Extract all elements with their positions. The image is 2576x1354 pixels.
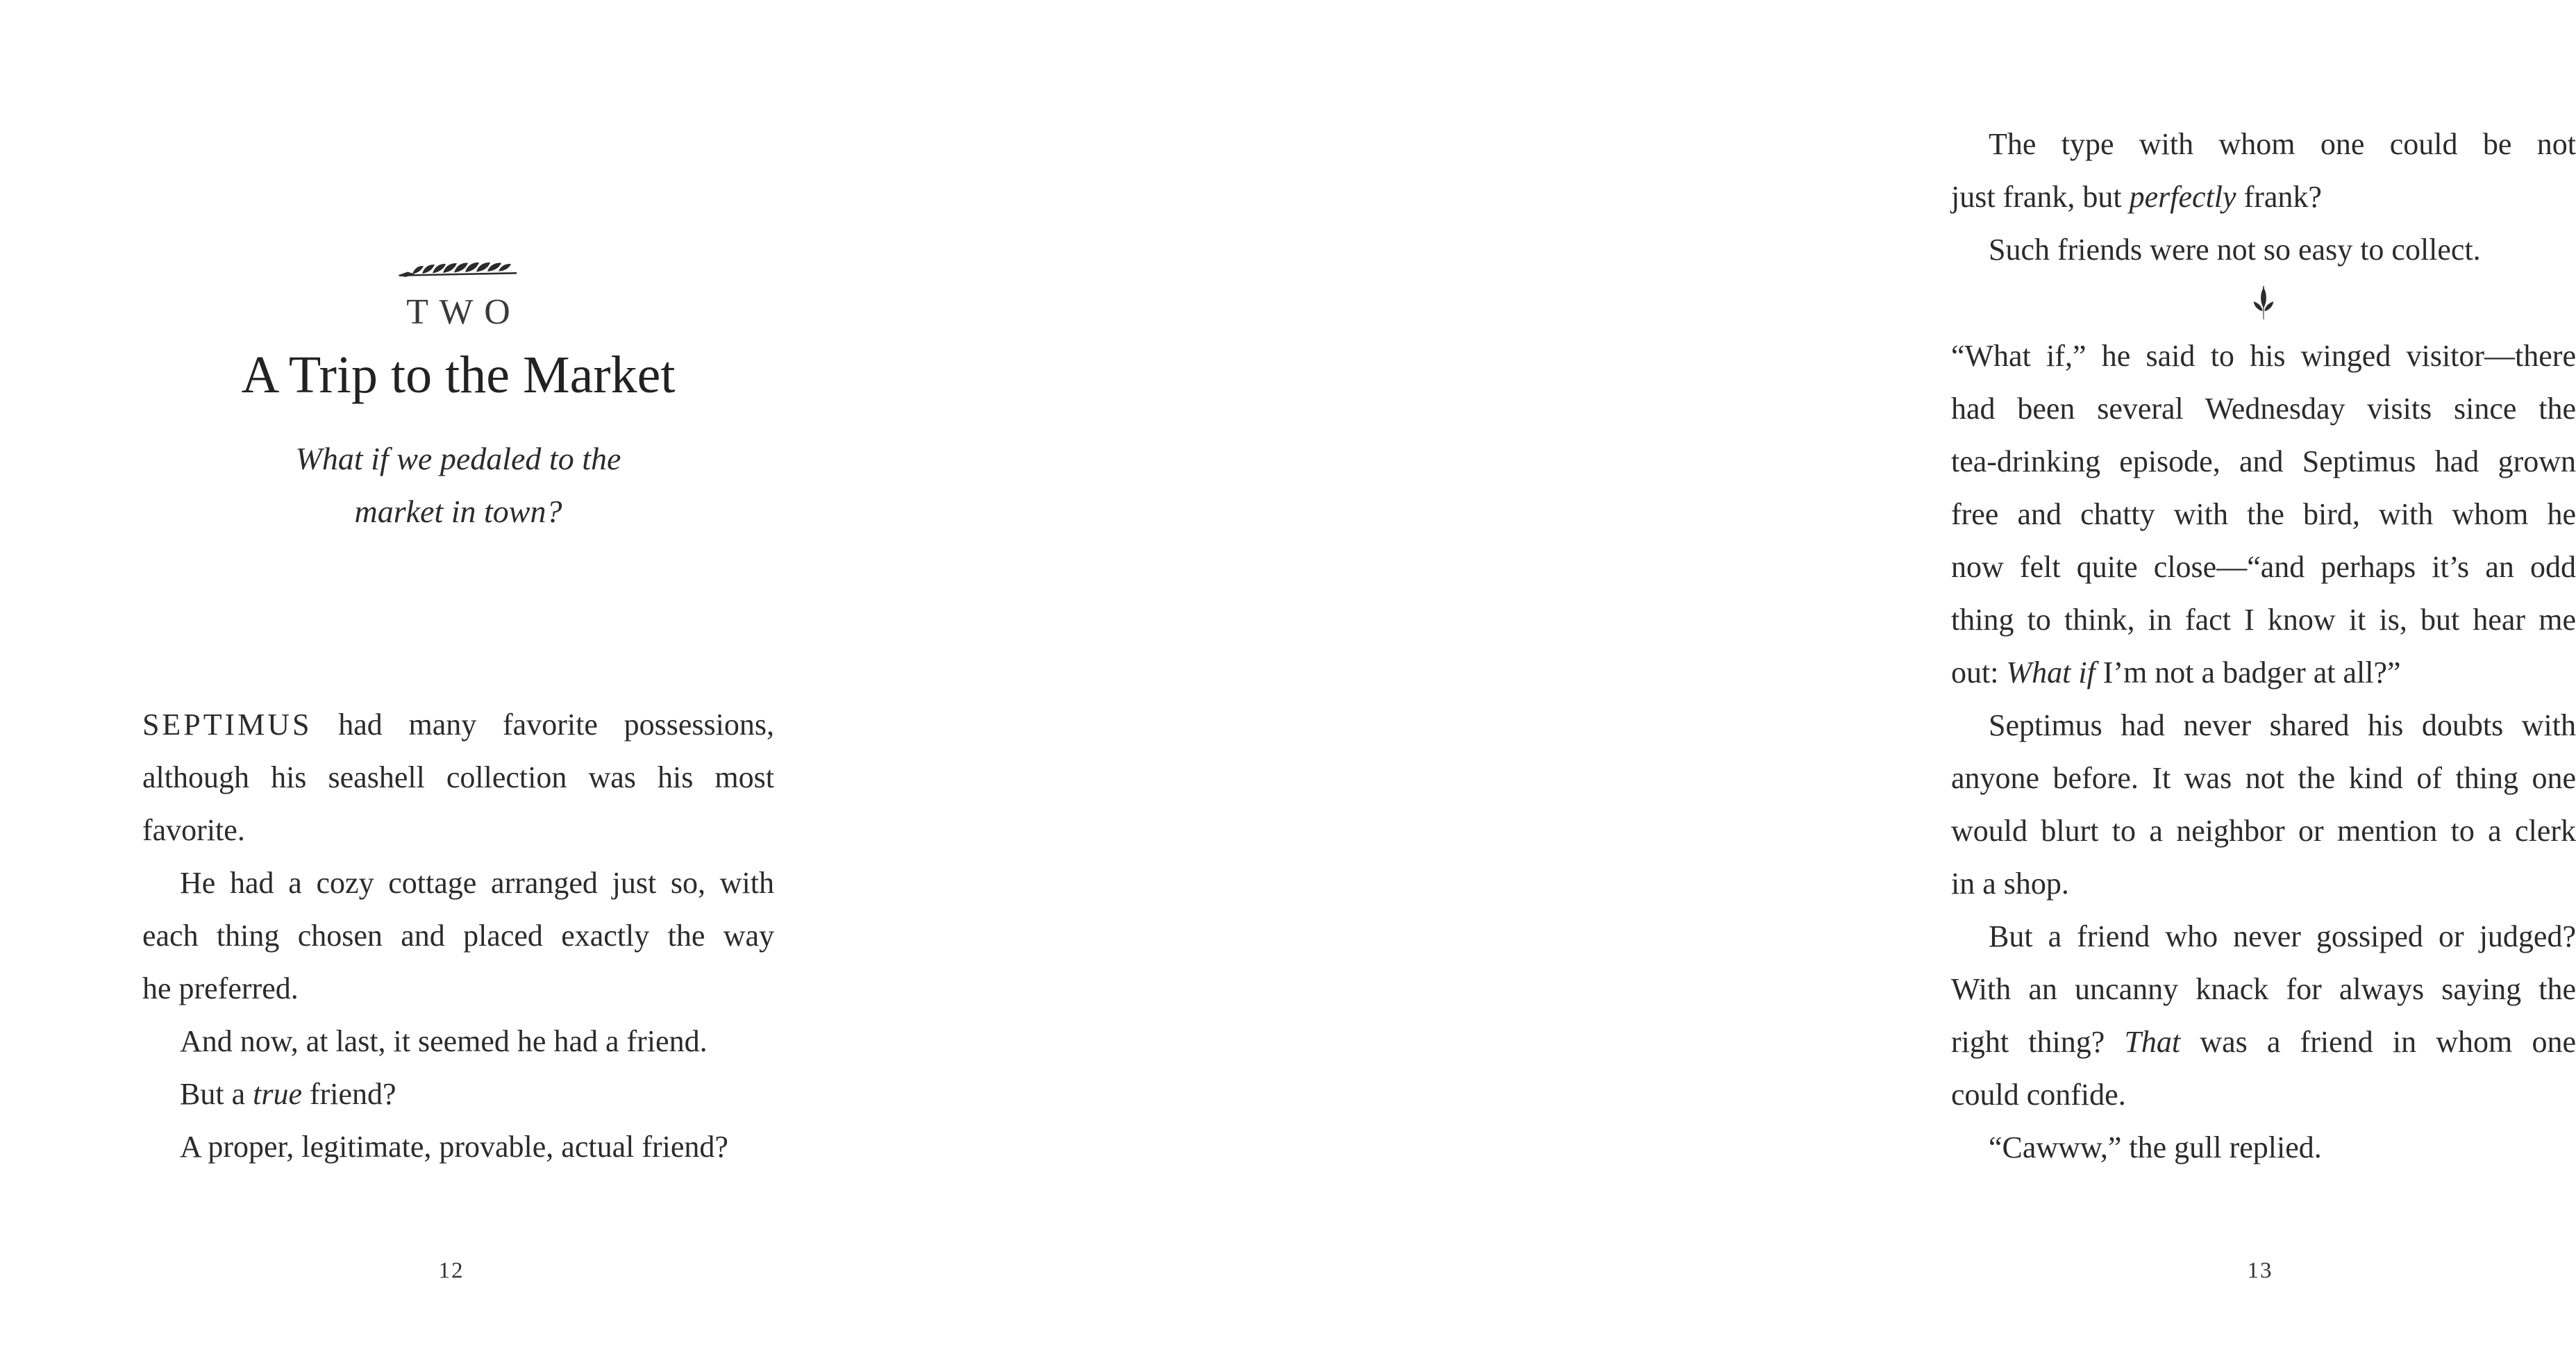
chapter-subtitle-line: market in town? xyxy=(354,494,562,530)
text-line xyxy=(142,910,774,962)
text-run: And now, at last, it seemed he had a friend. xyxy=(180,1024,708,1058)
text-line xyxy=(1951,963,2576,1016)
text-run: out: xyxy=(1951,655,2007,689)
text-run: He had a cozy cottage arranged just so, with xyxy=(180,866,774,900)
paragraph xyxy=(142,1068,774,1121)
text-run: tea-drinking episode, and Septimus had grown xyxy=(1951,444,2576,478)
text-run: true xyxy=(253,1077,302,1111)
text-line xyxy=(1951,858,2576,910)
chapter-subtitle-line: What if we pedaled to the xyxy=(295,441,621,477)
text-run: The type with whom one could be not xyxy=(1989,127,2576,161)
text-run: But a xyxy=(180,1077,253,1111)
text-line xyxy=(142,962,774,1015)
text-run: favorite. xyxy=(142,813,245,847)
text-run: right thing? xyxy=(1951,1025,2125,1059)
right-page-text-main xyxy=(1951,330,2576,1174)
text-run: With an uncanny knack for always saying the xyxy=(1951,972,2576,1006)
text-run: was a friend in whom one xyxy=(2180,1025,2576,1059)
paragraph xyxy=(1951,224,2576,276)
text-line xyxy=(1951,805,2576,858)
text-run: “What if,” he said to his winged visitor—there xyxy=(1951,339,2576,373)
text-line xyxy=(1951,118,2576,171)
text-run: perfectly xyxy=(2129,180,2236,214)
text-run: now felt quite close—“and perhaps it’s an odd xyxy=(1951,550,2576,584)
page-number-right: 13 xyxy=(2247,1258,2273,1283)
text-line xyxy=(142,699,774,751)
text-run: I’m not a badger at all?” xyxy=(2095,655,2401,689)
text-run: What if xyxy=(2006,655,2096,689)
paragraph xyxy=(1951,118,2576,224)
text-line xyxy=(1951,699,2576,752)
text-line xyxy=(1951,910,2576,963)
text-line xyxy=(1951,541,2576,594)
text-line xyxy=(1951,594,2576,646)
text-run: A proper, legitimate, provable, actual friend? xyxy=(180,1130,728,1164)
text-run: But a friend who never gossiped or judged? xyxy=(1989,919,2576,953)
text-line xyxy=(142,804,774,857)
text-line xyxy=(1951,171,2576,224)
text-run: anyone before. It was not the kind of thing one xyxy=(1951,761,2576,795)
paragraph xyxy=(142,857,774,1015)
left-page-text xyxy=(142,699,774,1173)
page-right xyxy=(903,0,2576,1354)
text-run: thing to think, in fact I know it is, but hear me xyxy=(1951,603,2576,637)
text-line xyxy=(142,751,774,804)
text-run: Such friends were not so easy to collect. xyxy=(1989,233,2481,267)
sprig-ornament-icon xyxy=(1951,285,2576,324)
chapter-number-label: TWO xyxy=(406,292,521,332)
paragraph xyxy=(142,1121,774,1173)
text-line xyxy=(142,1121,774,1173)
paragraph xyxy=(142,1015,774,1068)
text-line xyxy=(1951,1016,2576,1069)
text-line xyxy=(1951,488,2576,541)
text-line xyxy=(1951,224,2576,276)
text-line xyxy=(1951,383,2576,435)
page-number-left: 12 xyxy=(438,1258,465,1283)
text-run: had been several Wednesday visits since the xyxy=(1951,392,2576,426)
text-run: would blurt to a neighbor or mention to a clerk xyxy=(1951,814,2576,848)
text-run: free and chatty with the bird, with whom he xyxy=(1951,497,2576,531)
chapter-header xyxy=(142,259,774,538)
text-line xyxy=(142,1015,774,1068)
paragraph xyxy=(1951,1121,2576,1174)
text-run: in a shop. xyxy=(1951,867,2069,901)
text-line xyxy=(1951,752,2576,805)
text-run: That xyxy=(2124,1025,2181,1059)
text-run: “Cawww,” the gull replied. xyxy=(1989,1130,2322,1164)
text-run: just frank, but xyxy=(1951,180,2130,214)
text-run: SEPTIMUS xyxy=(142,708,312,742)
page-left xyxy=(0,0,903,1354)
paragraph xyxy=(1951,910,2576,1121)
text-run: he preferred. xyxy=(142,971,299,1005)
text-run: each thing chosen and placed exactly the way xyxy=(142,919,774,953)
text-run: had many favorite possessions, xyxy=(312,708,774,742)
text-line xyxy=(1951,435,2576,488)
chapter-subtitle xyxy=(142,433,774,538)
right-page-text-top xyxy=(1951,118,2576,276)
paragraph xyxy=(1951,699,2576,910)
text-line xyxy=(1951,1069,2576,1121)
text-line xyxy=(1951,330,2576,383)
text-run: frank? xyxy=(2236,180,2322,214)
paragraph xyxy=(1951,330,2576,699)
text-run: friend? xyxy=(302,1077,396,1111)
text-line xyxy=(142,1068,774,1121)
text-run: Septimus had never shared his doubts with xyxy=(1989,708,2576,742)
paragraph xyxy=(142,699,774,857)
text-line xyxy=(1951,646,2576,699)
text-run: could confide. xyxy=(1951,1078,2126,1112)
text-line xyxy=(142,857,774,910)
text-run: although his seashell collection was his most xyxy=(142,760,774,794)
text-line xyxy=(1951,1121,2576,1174)
feather-ornament-icon xyxy=(142,259,774,283)
chapter-title: A Trip to the Market xyxy=(241,345,676,404)
